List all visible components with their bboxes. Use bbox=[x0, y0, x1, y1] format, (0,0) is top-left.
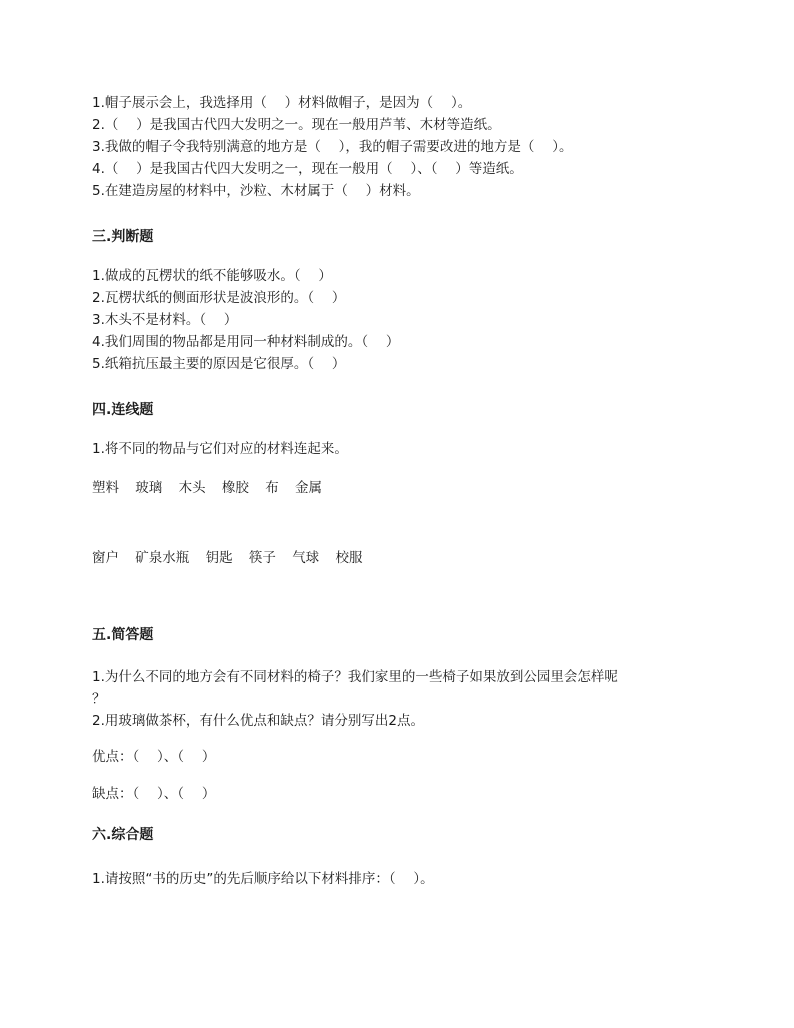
fill-blank-item-1: 1.帽子展示会上，我选择用（ ）材料做帽子，是因为（ ）。 bbox=[92, 95, 472, 111]
object-word: 矿泉水瓶 bbox=[135, 550, 190, 566]
material-word: 橡胶 bbox=[221, 480, 249, 496]
matching-question: 1.将不同的物品与它们对应的材料连起来。 bbox=[92, 441, 348, 457]
matching-section-title: 四.连线题 bbox=[92, 402, 154, 418]
fill-blank-item-2: 2.（ ）是我国古代四大发明之一。现在一般用芦苇、木材等造纸。 bbox=[92, 117, 501, 133]
comprehensive-q1: 1.请按照“书的历史”的先后顺序给以下材料排序：（ ）。 bbox=[92, 871, 434, 887]
material-word: 玻璃 bbox=[135, 480, 163, 496]
object-word: 窗户 bbox=[92, 550, 119, 566]
fill-blank-item-5: 5.在建造房屋的材料中，沙粒、木材属于（ ）材料。 bbox=[92, 183, 420, 199]
cons-line: 缺点：（ ）、（ ） bbox=[92, 786, 216, 802]
pros-line: 优点：（ ）、（ ） bbox=[92, 749, 216, 765]
short-answer-section-title: 五.简答题 bbox=[92, 627, 154, 643]
material-word: 木头 bbox=[178, 480, 206, 496]
object-word: 筷子 bbox=[248, 550, 276, 566]
object-word: 气球 bbox=[292, 550, 320, 566]
short-answer-q2: 2.用玻璃做茶杯，有什么优点和缺点？请分别写出2点。 bbox=[92, 713, 424, 729]
short-answer-q1-line1: 1.为什么不同的地方会有不同材料的椅子？我们家里的一些椅子如果放到公园里会怎样呢 bbox=[92, 669, 618, 685]
judge-item-2: 2.瓦楞状纸的侧面形状是波浪形的。（ ） bbox=[92, 290, 346, 306]
object-word: 钥匙 bbox=[205, 550, 233, 566]
judge-item-5: 5.纸箱抗压最主要的原因是它很厚。（ ） bbox=[92, 356, 346, 372]
object-word: 校服 bbox=[335, 550, 363, 566]
fill-blank-item-3: 3.我做的帽子令我特别满意的地方是（ ），我的帽子需要改进的地方是（ ）。 bbox=[92, 139, 573, 155]
material-word: 布 bbox=[265, 480, 279, 496]
material-word: 塑料 bbox=[92, 480, 119, 496]
objects-row bbox=[92, 547, 374, 569]
material-word: 金属 bbox=[294, 480, 322, 496]
fill-blank-item-4: 4.（ ）是我国古代四大发明之一，现在一般用（ ）、（ ）等造纸。 bbox=[92, 161, 523, 177]
materials-row bbox=[92, 477, 334, 499]
judge-item-3: 3.木头不是材料。（ ） bbox=[92, 312, 238, 328]
judge-item-1: 1.做成的瓦楞状的纸不能够吸水。（ ） bbox=[92, 268, 332, 284]
judge-section-title: 三.判断题 bbox=[92, 229, 154, 245]
short-answer-q1-line2: ？ bbox=[92, 691, 106, 707]
judge-item-4: 4.我们周围的物品都是用同一种材料制成的。（ ） bbox=[92, 334, 400, 350]
comprehensive-section-title: 六.综合题 bbox=[92, 827, 154, 843]
